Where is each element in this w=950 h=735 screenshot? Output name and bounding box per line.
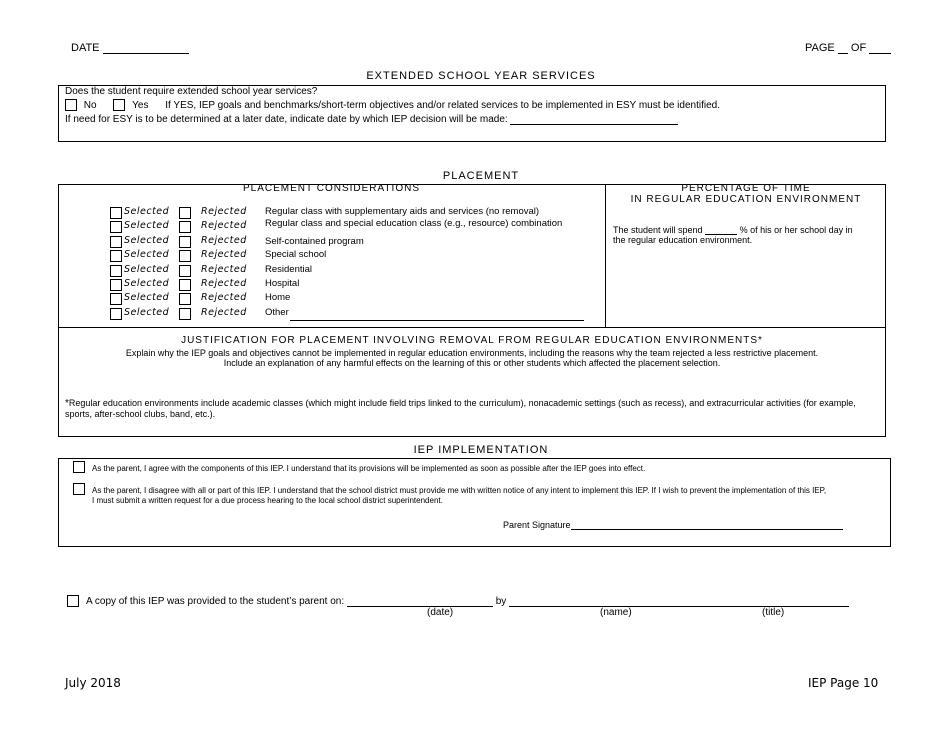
title-caption: (title) xyxy=(762,607,785,618)
selected-checkbox[interactable] xyxy=(110,207,122,219)
page-number-line[interactable] xyxy=(838,43,848,54)
esy-options-row xyxy=(65,99,720,111)
esy-yes-label: Yes xyxy=(132,99,149,111)
date-caption: (date) xyxy=(427,607,454,618)
rejected-checkbox[interactable] xyxy=(179,221,191,233)
copy-by-label: by xyxy=(495,596,507,607)
placement-option-row xyxy=(110,235,590,249)
rejected-checkbox[interactable] xyxy=(179,236,191,248)
rejected-label: Rejected xyxy=(201,235,247,246)
rejected-checkbox[interactable] xyxy=(179,293,191,305)
date-input-line[interactable] xyxy=(103,43,189,54)
rejected-label: Rejected xyxy=(201,292,247,303)
date-label: DATE xyxy=(71,42,100,54)
page-field xyxy=(805,42,891,54)
placement-option-label: Other xyxy=(265,307,289,318)
footer-page-number: IEP Page 10 xyxy=(808,676,879,690)
rejected-label: Rejected xyxy=(201,264,247,275)
selected-label: Selected xyxy=(124,264,170,275)
copy-date-line[interactable] xyxy=(347,596,493,607)
footer-date: July 2018 xyxy=(65,676,121,690)
copy-provided-checkbox[interactable] xyxy=(67,595,79,607)
footnote xyxy=(65,398,875,420)
placement-option-row xyxy=(110,264,590,278)
selected-label: Selected xyxy=(124,307,170,318)
selected-label: Selected xyxy=(124,292,170,303)
selected-label: Selected xyxy=(124,235,170,246)
selected-checkbox[interactable] xyxy=(110,236,122,248)
parent-signature-line[interactable] xyxy=(571,520,843,530)
agree-checkbox[interactable] xyxy=(73,461,85,473)
selected-checkbox[interactable] xyxy=(110,250,122,262)
placement-option-row xyxy=(110,249,590,263)
esy-later-date-text: If need for ESY is to be determined at a later date, indicate date by which IEP decision will be made: xyxy=(65,114,508,125)
agree-text: As the parent, I agree with the components of this IEP. I understand that its provisions will be implemented as soon as possible after the IEP goes into effect. xyxy=(92,464,646,473)
justification-line2: Include an explanation of any harmful effects on the learning of this or other students which affected the placement selection. xyxy=(223,358,721,368)
placement-option-label: Regular class with supplementary aids and services (no removal) xyxy=(265,206,540,217)
of-label: OF xyxy=(850,42,867,54)
rejected-checkbox[interactable] xyxy=(179,279,191,291)
placement-option-label: Special school xyxy=(265,249,327,260)
rejected-label: Rejected xyxy=(201,278,247,289)
parent-signature-field xyxy=(503,520,843,530)
esy-no-checkbox[interactable] xyxy=(65,99,77,111)
selected-label: Selected xyxy=(124,249,170,260)
selected-checkbox[interactable] xyxy=(110,265,122,277)
placement-option-label: Self-contained program xyxy=(265,236,364,247)
justification-instructions xyxy=(58,348,886,368)
placement-option-label: Residential xyxy=(265,264,312,275)
page-label: PAGE xyxy=(805,42,835,54)
selected-checkbox[interactable] xyxy=(110,221,122,233)
placement-option-row xyxy=(110,278,590,292)
esy-no-label: No xyxy=(83,99,97,111)
esy-later-date xyxy=(65,114,678,125)
esy-later-date-line[interactable] xyxy=(510,114,678,125)
placement-title: PLACEMENT xyxy=(442,170,520,182)
disagree-text-line1: As the parent, I disagree with all or part of this IEP. I understand that the school district must provide me with written notice of any intent to implement this IEP. If I wish to prevent the implementation of this IEP, xyxy=(92,486,827,495)
percentage-statement xyxy=(613,225,853,245)
esy-title: EXTENDED SCHOOL YEAR SERVICES xyxy=(366,70,596,82)
placement-divider-horizontal xyxy=(58,327,886,328)
selected-label: Selected xyxy=(124,278,170,289)
disagree-text-line2: I must submit a written request for a due process hearing to the local school district superintendent. xyxy=(92,496,443,505)
selected-label: Selected xyxy=(124,220,170,231)
placement-considerations-title: PLACEMENT CONSIDERATIONS xyxy=(243,183,420,194)
percentage-text-1: The student will spend xyxy=(613,225,703,235)
rejected-checkbox[interactable] xyxy=(179,250,191,262)
placement-option-label: Hospital xyxy=(265,278,300,289)
footnote-mark: * xyxy=(65,398,69,409)
footnote-text: Regular education environments include academic classes (which might include field trips linked to the curriculum), nonacademic settings (such as recess), and extracurricular activities (for example, sports, after-school clubs, band, etc.). xyxy=(65,398,856,419)
copy-name-title-line[interactable] xyxy=(509,596,849,607)
percentage-text-2: % of his or her school day in xyxy=(739,225,853,235)
copy-provided-text: A copy of this IEP was provided to the student’s parent on: xyxy=(86,596,345,607)
disagree-checkbox[interactable] xyxy=(73,483,85,495)
placement-option-label: Regular class and special education class (e.g., resource) combination xyxy=(265,218,563,229)
rejected-checkbox[interactable] xyxy=(179,308,191,320)
date-field xyxy=(71,42,189,54)
placement-divider-vertical xyxy=(605,184,606,328)
selected-label: Selected xyxy=(124,206,170,217)
percentage-input-line[interactable] xyxy=(705,226,737,235)
rejected-checkbox[interactable] xyxy=(179,265,191,277)
percentage-title-line2: IN REGULAR EDUCATION ENVIRONMENT xyxy=(630,194,862,205)
justification-title: JUSTIFICATION FOR PLACEMENT INVOLVING REMOVAL FROM REGULAR EDUCATION ENVIRONMENTS* xyxy=(181,335,763,346)
disagree-text xyxy=(92,486,826,506)
selected-checkbox[interactable] xyxy=(110,308,122,320)
page-total-line[interactable] xyxy=(869,43,891,54)
percentage-title xyxy=(606,183,886,205)
rejected-checkbox[interactable] xyxy=(179,207,191,219)
other-input-line[interactable] xyxy=(290,310,584,321)
justification-line1: Explain why the IEP goals and objectives cannot be implemented in regular education environments, including the reasons why the team rejected a less restrictive placement. xyxy=(125,348,819,358)
esy-question: Does the student require extended school year services? xyxy=(65,86,318,97)
placement-option-row xyxy=(110,220,590,234)
placement-option-label: Home xyxy=(265,292,291,303)
percentage-text-3: the regular education environment. xyxy=(613,235,753,245)
copy-provided-row xyxy=(86,596,849,607)
rejected-label: Rejected xyxy=(201,249,247,260)
rejected-label: Rejected xyxy=(201,206,247,217)
placement-option-row xyxy=(110,307,590,321)
percentage-title-line1: PERCENTAGE OF TIME xyxy=(681,183,811,194)
selected-checkbox[interactable] xyxy=(110,279,122,291)
implementation-title: IEP IMPLEMENTATION xyxy=(413,444,549,456)
esy-yes-instruction: If YES, IEP goals and benchmarks/short-term objectives and/or related services to be implemented in ESY must be identified. xyxy=(165,99,720,111)
rejected-label: Rejected xyxy=(201,220,247,231)
esy-yes-checkbox[interactable] xyxy=(113,99,125,111)
name-caption: (name) xyxy=(600,607,632,618)
parent-signature-label: Parent Signature xyxy=(503,520,571,530)
selected-checkbox[interactable] xyxy=(110,293,122,305)
rejected-label: Rejected xyxy=(201,307,247,318)
placement-option-row xyxy=(110,292,590,306)
